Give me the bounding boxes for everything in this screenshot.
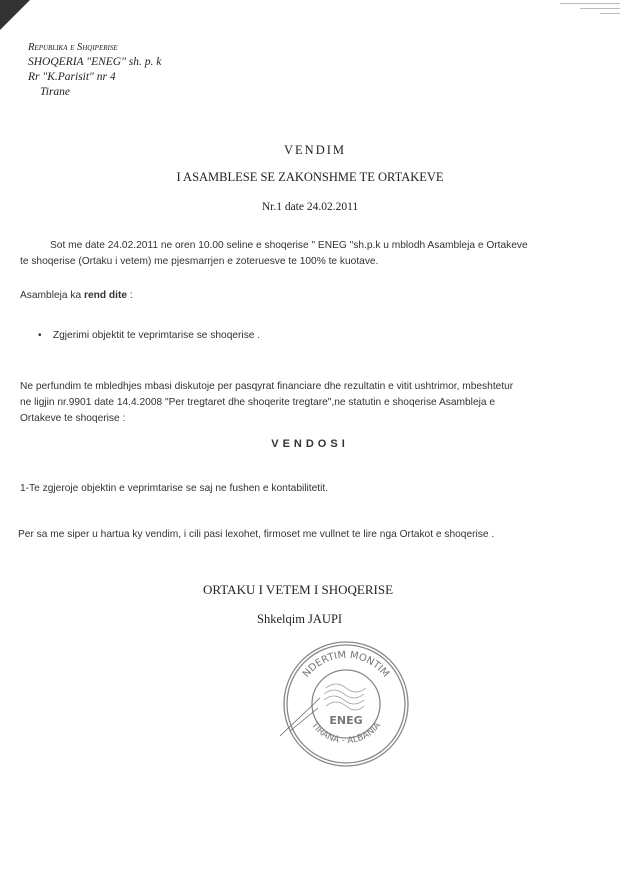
agenda-bold: rend dite (84, 290, 128, 301)
agenda-label (20, 290, 133, 302)
stamp-center-text: ENEG (329, 714, 363, 727)
letterhead-country: Republika e Shqiperise (28, 42, 118, 53)
scan-edge (580, 8, 620, 9)
conclusion-line-1: Ne perfundim te mbledhjes mbasi diskutoje per pasqyrat financiare dhe rezultatin e vitit ushtrimor, mbeshtetur (20, 381, 514, 392)
stamp-emblem-icon (324, 684, 366, 710)
document-title: VENDIM (284, 143, 346, 157)
signatory-name: Shkelqim JAUPI (257, 612, 343, 626)
decision-heading: VENDOSI (271, 438, 349, 450)
company-stamp (270, 636, 420, 771)
agenda-item (38, 330, 260, 342)
conclusion-line-3: Ortakeve te shoqerise : (20, 413, 126, 424)
stamp-bottom-text: TIRANA - ALBANIA (308, 720, 384, 747)
letterhead-address: Rr "K.Parisit" nr 4 (28, 71, 116, 83)
scan-edge (560, 3, 620, 4)
conclusion-line-2: ne ligjin nr.9901 date 14.4.2008 "Per tregtaret dhe shoqerite tregtare",ne statutin e shoqerise Asambleja e (20, 397, 496, 408)
letterhead-city: Tirane (40, 86, 71, 98)
scan-corner-shadow (0, 0, 30, 30)
letterhead-company: SHOQERIA "ENEG" sh. p. k (28, 56, 162, 68)
intro-line-1: Sot me date 24.02.2011 ne oren 10.00 seline e shoqerise " ENEG "sh.p.k u mblodh Asambleja e Ortakeve (50, 240, 528, 251)
signatory-title: ORTAKU I VETEM I SHOQERISE (203, 582, 394, 597)
decision-item-1: 1-Te zgjeroje objektin e veprimtarise se saj ne fushen e kontabilitetit. (20, 483, 329, 494)
scan-edge (600, 13, 620, 14)
agenda-item-text: Zgjerimi objektit te veprimtarise se shoqerise . (52, 330, 261, 341)
document-subtitle: I ASAMBLESE SE ZAKONSHME TE ORTAKEVE (176, 170, 444, 184)
bullet-icon: • (38, 330, 53, 341)
document-number-date: Nr.1 date 24.02.2011 (261, 201, 359, 213)
agenda-suffix: : (127, 290, 133, 301)
closing-statement: Per sa me siper u hartua ky vendim, i cili pasi lexohet, firmoset me vullnet te lire nga Ortakot e shoqerise . (18, 529, 495, 540)
intro-line-2: te shoqerise (Ortaku i vetem) me pjesmarrjen e zoteruesve te 100% te kuotave. (20, 256, 379, 267)
agenda-prefix: Asambleja ka (20, 290, 84, 301)
stamp-top-text: NDERTIM MONTIM (300, 649, 392, 680)
